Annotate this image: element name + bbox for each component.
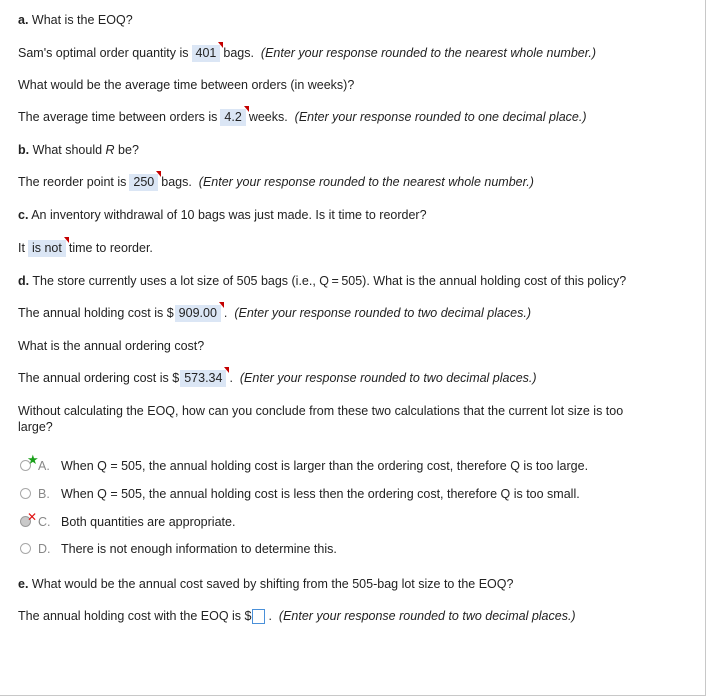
part-d-heading: d. The store currently uses a lot size of 505 bags (i.e., Q = 505). What is the annual holding cost of this policy? (18, 274, 627, 288)
answer-flag-icon (218, 42, 223, 48)
ordering-cost-field[interactable]: 573.34 (180, 370, 226, 387)
part-a-heading: a. What is the EOQ? (18, 13, 133, 27)
part-b-heading: b. What should R be? (18, 143, 139, 157)
part-c-heading: c. An inventory withdrawal of 10 bags was just made. Is it time to reorder? (18, 208, 427, 222)
radio-option-d[interactable] (20, 543, 31, 554)
answer-flag-icon (64, 237, 69, 243)
answer-flag-icon (156, 171, 161, 177)
holding-cost-field[interactable]: 909.00 (175, 305, 221, 322)
reorder-point-line: The reorder point is 250 bags. (Enter your response rounded to the nearest whole number.) (18, 174, 534, 191)
ordering-cost-question: What is the annual ordering cost? (18, 339, 205, 353)
reorder-decision-line: It is not time to reorder. (18, 240, 153, 257)
ordering-cost-line: The annual ordering cost is $ 573.34 . (Enter your response rounded to two decimal places.) (18, 370, 537, 387)
avg-time-question: What would be the average time between orders (in weeks)? (18, 78, 355, 92)
eoq-answer-line: Sam's optimal order quantity is 401 bags. (Enter your response rounded to the nearest whole number.) (18, 45, 596, 62)
lot-size-question: Without calculating the EOQ, how can you conclude from these two calculations that the current lot size is too large? (18, 404, 624, 434)
incorrect-x-icon: ✕ (27, 510, 38, 524)
radio-option-b[interactable] (20, 488, 31, 499)
answer-flag-icon (224, 367, 229, 373)
reorder-point-field[interactable]: 250 (129, 174, 158, 191)
eoq-answer-field[interactable]: 401 (192, 45, 221, 62)
eoq-holding-cost-line: The annual holding cost with the EOQ is $ . (Enter your response rounded to two decimal places.) (18, 609, 576, 623)
part-e-heading: e. What would be the annual cost saved by shifting from the 505-bag lot size to the EOQ? (18, 577, 514, 591)
answer-flag-icon (244, 106, 249, 112)
eoq-holding-cost-input[interactable] (252, 609, 265, 624)
correct-star-icon: ★ (27, 452, 39, 467)
holding-cost-line: The annual holding cost is $ 909.00 . (Enter your response rounded to two decimal places.) (18, 305, 531, 322)
reorder-point-hint: (Enter your response rounded to the nearest whole number.) (198, 175, 534, 189)
avg-time-hint: (Enter your response rounded to one decimal place.) (294, 110, 587, 124)
holding-cost-hint: (Enter your response rounded to two decimal places.) (234, 306, 532, 320)
eoq-holding-cost-hint: (Enter your response rounded to two decimal places.) (278, 609, 576, 623)
avg-time-answer-line: The average time between orders is 4.2 weeks. (Enter your response rounded to one decimal place.) (18, 109, 587, 126)
ordering-cost-hint: (Enter your response rounded to two decimal places.) (239, 371, 537, 385)
answer-flag-icon (219, 302, 224, 308)
avg-time-answer-field[interactable]: 4.2 (220, 109, 245, 126)
eoq-hint: (Enter your response rounded to the nearest whole number.) (260, 46, 597, 60)
reorder-decision-select[interactable]: is not (28, 240, 66, 257)
